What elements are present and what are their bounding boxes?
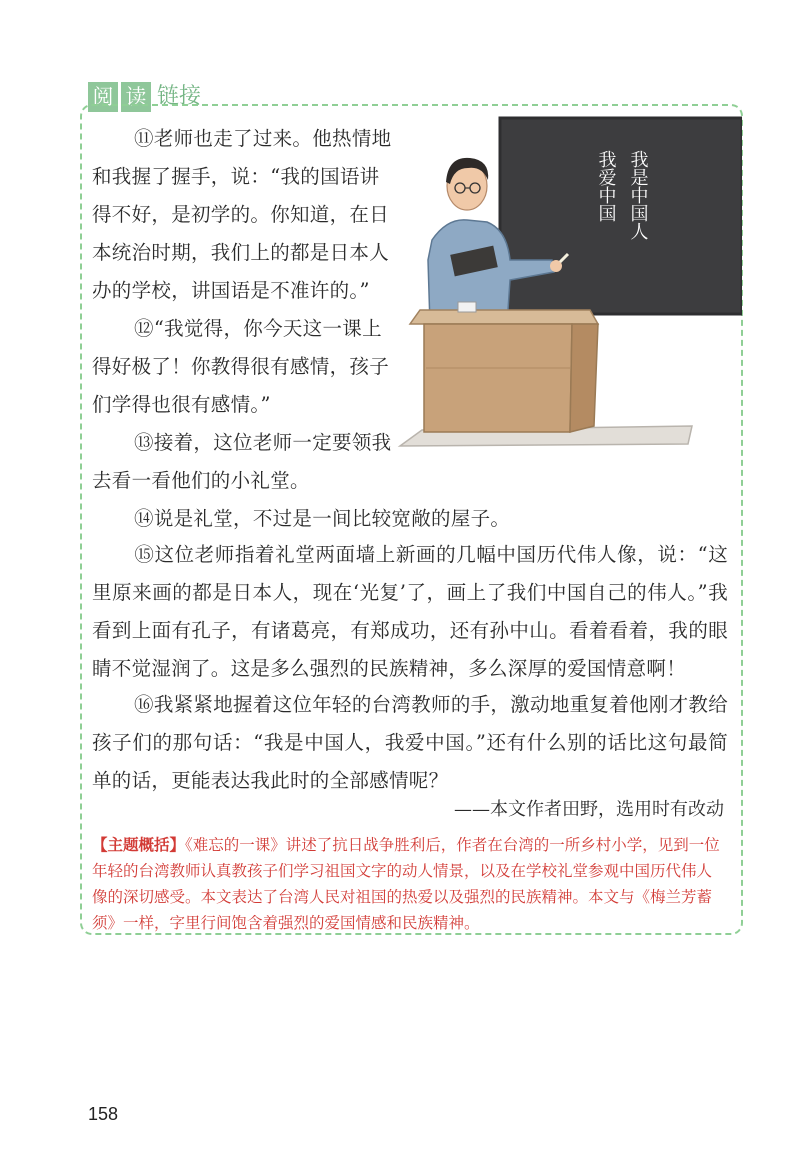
paragraph-15: ⑮这位老师指着礼堂两面墙上新画的几幅中国历代伟人像，说：“这里原来画的都是日本人，现在‘光复’了，画上了我们中国自己的伟人。”我看到上面有孔子，有诸葛亮，有郑成功，还有孙中山。看着看着，我的眼睛不觉湿润了。这是多么强烈的民族精神，多么深厚的爱国情意啊！ bbox=[92, 543, 728, 680]
header-tail: 链接 bbox=[157, 84, 202, 109]
summary-tag: 【主题概括】 bbox=[92, 836, 186, 854]
paragraph-13: ⑬接着，这位老师一定要领我去看一看他们的小礼堂。 bbox=[92, 431, 392, 492]
blackboard-line-2: 我爱中国 bbox=[595, 150, 617, 222]
paragraph-16: ⑯我紧紧地握着这位年轻的台湾教师的手，激动地重复着他刚才教给孩子们的那句话：“我是中国人，我爱中国。”还有什么别的话比这句最简单的话，更能表达我此时的全部感情呢？ bbox=[92, 693, 729, 792]
header-char-2: 读 bbox=[121, 82, 151, 112]
theme-summary bbox=[92, 832, 726, 936]
lectern bbox=[424, 324, 572, 432]
header-char-1: 阅 bbox=[88, 82, 118, 112]
page-number: 158 bbox=[88, 1104, 119, 1124]
source-credit: ——本文作者田野，选用时有改动 bbox=[454, 799, 724, 820]
blackboard-line-1: 我是中国人 bbox=[627, 150, 649, 240]
summary-text: 《难忘的一课》讲述了抗日战争胜利后，作者在台湾的一所乡村小学，见到一位年轻的台湾教师认真教孩子们学习祖国文字的动人情景，以及在学校礼堂参观中国历代伟人像的深切感受。本文表达了台湾人民对祖国的热爱以及强烈的民族精神。本文与《梅兰芳蓄须》一样，字里行间饱含着强烈的爱国情感和民族精神。 bbox=[92, 836, 720, 932]
teacher-illustration bbox=[392, 110, 742, 470]
paragraph-12: ⑫“我觉得，你今天这一课上得好极了！你教得很有感情，孩子们学得也很有感情。” bbox=[92, 317, 390, 416]
paragraph-11: ⑪老师也走了过来。他热情地和我握了握手，说：“我的国语讲得不好，是初学的。你知道，在日本统治时期，我们上的都是日本人办的学校，讲国语是不准许的。” bbox=[92, 127, 392, 302]
blackboard bbox=[500, 118, 742, 314]
paragraph-14: ⑭说是礼堂，不过是一间比较宽敞的屋子。 bbox=[134, 507, 511, 530]
